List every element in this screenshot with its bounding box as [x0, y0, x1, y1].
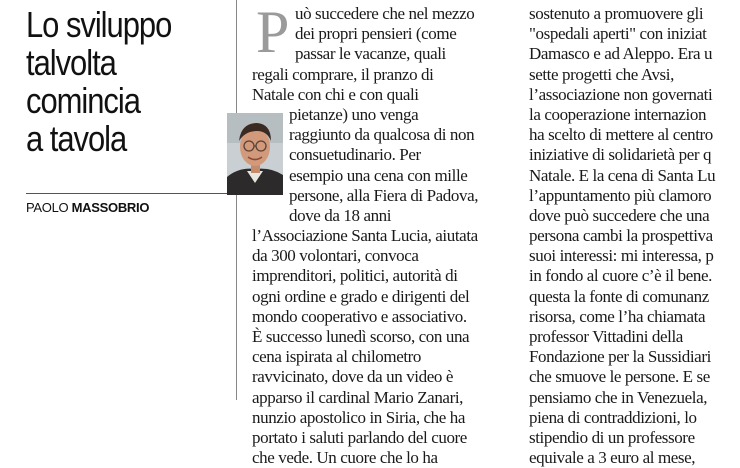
text-line: Damasco e ad Aleppo. Era u [529, 44, 713, 64]
text-line: cena ispirata al chilometro [252, 347, 422, 367]
text-line: Natale con chi e con quali [252, 84, 419, 104]
byline-divider [26, 193, 232, 194]
headline-line: talvolta [26, 42, 116, 83]
text-line: persone, alla Fiera di Padova, [289, 185, 479, 205]
text-line: pietanze) uno venga [289, 104, 419, 124]
text-line: pensiamo che in Venezuela, [529, 387, 708, 407]
column-divider [236, 0, 237, 400]
text-line: uò succedere che nel mezzo [295, 4, 475, 23]
text-line: portato i saluti parlando del cuore [252, 427, 467, 447]
text-line: suoi interessi: mi interessa, p [529, 246, 714, 266]
text-line: che smuove le persone. E se [529, 367, 710, 387]
text-line: sostenuto a promuovere gli [529, 4, 704, 23]
text-line: "ospedali aperti" con iniziat [529, 24, 707, 44]
author-first-name: PAOLO [26, 200, 69, 215]
text-line: iniziative di solidarietà per q [529, 145, 712, 165]
text-line: stipendio di un professore [529, 427, 695, 447]
text-line: ravvicinato, dove da un video è [252, 367, 453, 387]
headline-line: Lo sviluppo [26, 4, 172, 45]
headline-line: a tavola [26, 118, 127, 159]
text-line: dei propri pensieri (come [295, 24, 457, 44]
drop-cap: P [256, 0, 290, 65]
text-line: È successo lunedì scorso, con una [252, 327, 470, 346]
text-line: l’Associazione Santa Lucia, aiutata [252, 226, 478, 246]
text-line: equivale a 3 euro al mese, [529, 448, 696, 468]
text-line: ogni ordine e grado e dirigenti del [252, 286, 470, 306]
author-last-name: MASSOBRIO [71, 200, 150, 215]
text-line: raggiunto da qualcosa di non [289, 125, 475, 145]
text-line: da 300 volontari, convoca [252, 246, 419, 266]
author-byline [26, 200, 149, 215]
text-line: regali comprare, il pranzo di [252, 64, 434, 84]
text-line: dove può succedere che una [529, 205, 710, 225]
text-line: risorsa, come l’ha chiamata [529, 306, 706, 326]
text-line: mondo cooperativo e associativo. [252, 306, 467, 326]
text-line: che vede. Un cuore che lo ha [252, 448, 438, 468]
article-column-left [252, 0, 514, 468]
text-line: esempio una cena con mille [289, 165, 468, 185]
text-line: l’appuntamento più clamoro [529, 185, 712, 205]
headline-line: comincia [26, 80, 140, 121]
article-headline [26, 6, 198, 158]
text-line: Natale. E la cena di Santa Lu [529, 165, 716, 185]
text-line: la cooperazione internazion [529, 104, 707, 124]
text-line: dove da 18 anni [289, 205, 392, 225]
text-line: apparso il cardinal Mario Zanari, [252, 387, 464, 407]
text-line: l’associazione non governati [529, 84, 713, 104]
text-line: sette progetti che Avsi, [529, 64, 674, 84]
text-line: Fondazione per la Sussidiari [529, 347, 711, 367]
text-line: nunzio apostolico in Siria, che ha [252, 407, 466, 427]
text-line: professor Vittadini della [529, 327, 683, 346]
text-line: ha scelto di mettere al centro [529, 125, 713, 145]
article-column-right [529, 4, 740, 468]
text-line: imprenditori, politici, autorità di [252, 266, 458, 286]
text-line: persona cambi la prospettiva [529, 226, 713, 246]
text-line: in fondo al cuore c’è il bene. [529, 266, 712, 286]
text-line: piena di contraddizioni, lo [529, 407, 697, 427]
text-line: consuetudinario. Per [289, 145, 421, 165]
text-line: passar le vacanze, quali [295, 44, 446, 64]
text-line: questa la fonte di comunanz [529, 286, 709, 306]
